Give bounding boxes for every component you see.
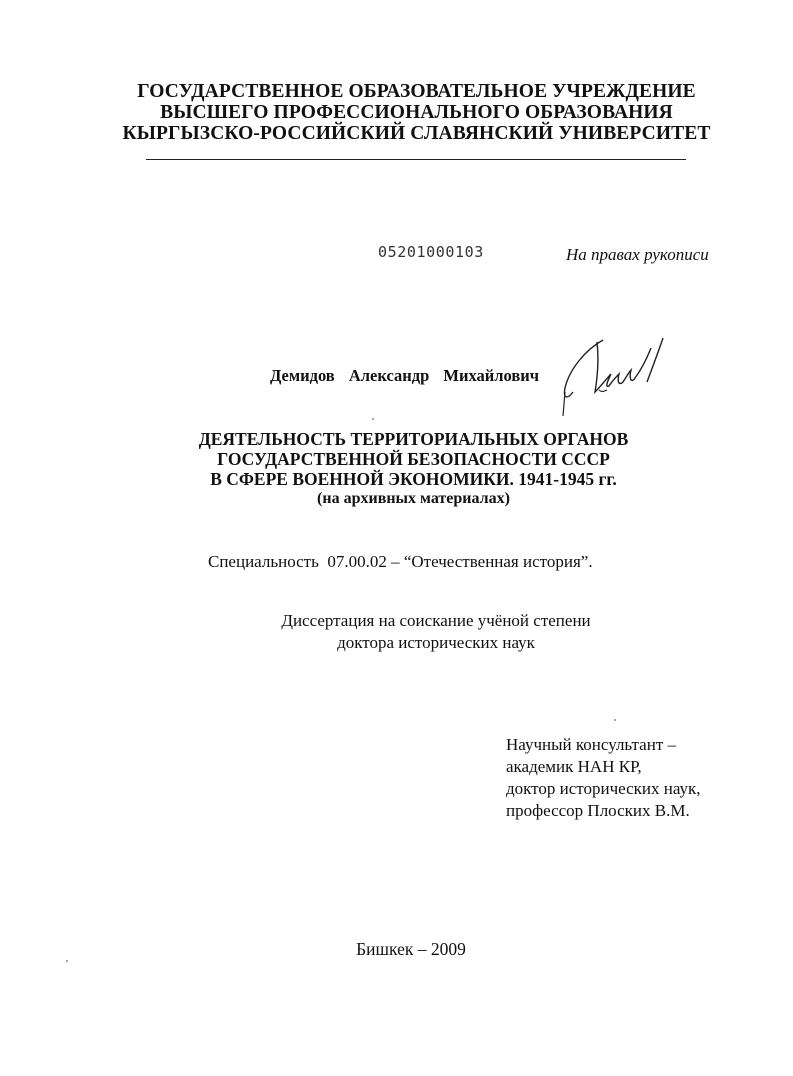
title-line-2: ГОСУДАРСТВЕННОЙ БЕЗОПАСНОСТИ СССР <box>217 449 610 469</box>
institution-line-3: КЫРГЫЗСКО-РОССИЙСКИЙ СЛАВЯНСКИЙ УНИВЕРСИТЕТ <box>122 123 711 144</box>
specialty: Специальность 07.00.02 – “Отечественная история”. <box>208 552 593 571</box>
author-name <box>270 366 549 386</box>
title-line-3: В СФЕРЕ ВОЕННОЙ ЭКОНОМИКИ. 1941-1945 гг. <box>210 469 617 489</box>
author-surname: Демидов <box>270 366 335 385</box>
advisor-line-1: Научный консультант – <box>506 735 676 754</box>
title-line-1: ДЕЯТЕЛЬНОСТЬ ТЕРРИТОРИАЛЬНЫХ ОРГАНОВ <box>198 429 629 449</box>
place-and-year: Бишкек – 2009 <box>356 939 466 959</box>
author-patronymic: Михайлович <box>443 366 540 385</box>
scientific-advisor <box>506 734 701 822</box>
catalog-number: 05201000103 <box>378 243 484 261</box>
degree-statement <box>0 610 793 654</box>
advisor-line-3: доктор исторических наук, <box>506 779 701 798</box>
speck <box>66 960 68 962</box>
degree-line-2: доктора исторических наук <box>337 633 535 652</box>
speck <box>372 418 374 420</box>
speck <box>614 719 616 721</box>
institution-line-1: ГОСУДАРСТВЕННОЕ ОБРАЗОВАТЕЛЬНОЕ УЧРЕЖДЕНИЕ <box>137 81 696 102</box>
institution-line-2: ВЫСШЕГО ПРОФЕССИОНАЛЬНОГО ОБРАЗОВАНИЯ <box>160 102 673 123</box>
title-subtitle: (на архивных материалах) <box>317 490 510 507</box>
advisor-line-4: профессор Плоских В.М. <box>506 801 690 820</box>
dissertation-title <box>0 429 793 509</box>
degree-line-1: Диссертация на соискание учёной степени <box>281 611 591 630</box>
rights-note: На правах рукописи <box>566 245 709 264</box>
author-first-name: Александр <box>348 366 430 385</box>
institution-header <box>0 81 793 144</box>
header-divider <box>146 159 686 160</box>
handwritten-signature <box>555 330 675 420</box>
advisor-line-2: академик НАН КР, <box>506 757 642 776</box>
